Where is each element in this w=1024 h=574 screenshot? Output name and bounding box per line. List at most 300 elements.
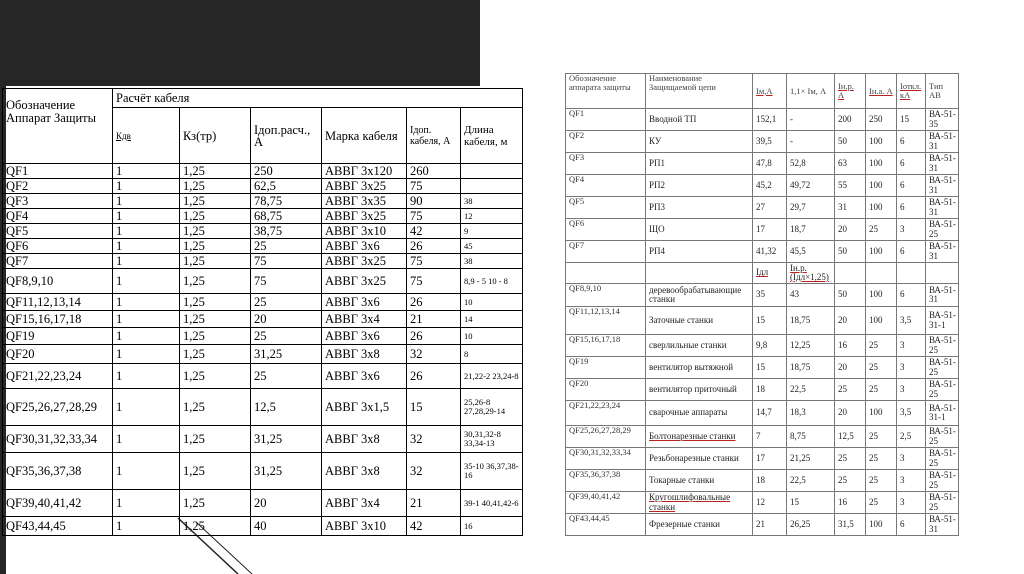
- cell-iot: 3: [897, 357, 926, 379]
- cell-kz: 1,25: [180, 426, 251, 453]
- cell-ir: 25: [251, 294, 322, 311]
- cell-name: QF30,31,32,33,34: [566, 448, 646, 470]
- cell-name: QF15,16,17,18: [3, 311, 113, 328]
- cell-inr: 20: [835, 401, 866, 426]
- cell-name: QF4: [566, 175, 646, 197]
- cell-im: 41,32: [753, 241, 787, 263]
- cell-inr: 55: [835, 175, 866, 197]
- cell-len: 14: [461, 311, 523, 328]
- cell-iot: 3: [897, 470, 926, 492]
- cell-kz: 1,25: [180, 490, 251, 517]
- table-row: [3, 209, 523, 224]
- cell-len: 12: [461, 209, 523, 224]
- cell-iot: 6: [897, 514, 926, 536]
- cell-im: 9,8: [753, 335, 787, 357]
- cell-iot: 6: [897, 131, 926, 153]
- cell-desc: РП3: [646, 197, 753, 219]
- cell-marka: АВВГ 3х120: [322, 164, 407, 179]
- cell-inr: 25: [835, 448, 866, 470]
- cell-desc: КУ: [646, 131, 753, 153]
- cell-name: QF3: [566, 153, 646, 175]
- cell-im: 152,1: [753, 109, 787, 131]
- cell-name: QF7: [566, 241, 646, 263]
- cell-idop: 26: [407, 364, 461, 389]
- cell-len: 45: [461, 239, 523, 254]
- cell-name: QF19: [3, 328, 113, 345]
- cell-im11: 49,72: [787, 175, 835, 197]
- cell-name: QF20: [3, 345, 113, 364]
- cell-name: QF5: [566, 197, 646, 219]
- cell-len: 10: [461, 294, 523, 311]
- cell-ir: 20: [251, 311, 322, 328]
- cell-kdv: 1: [113, 345, 180, 364]
- cell-desc: Резьбонарезные станки: [646, 448, 753, 470]
- cell-marka: АВВГ 3х4: [322, 311, 407, 328]
- cell-tip: ВА-51-31: [926, 241, 959, 263]
- cell-im11: 21,25: [787, 448, 835, 470]
- cell-marka: АВВГ 3х35: [322, 194, 407, 209]
- cell-ir: 62,5: [251, 179, 322, 194]
- cell-ina: 25: [866, 470, 897, 492]
- table-row: [3, 239, 523, 254]
- cell-ina: 25: [866, 335, 897, 357]
- table-row: [566, 492, 959, 514]
- cell-im11: 22,5: [787, 379, 835, 401]
- cell-kz: 1,25: [180, 239, 251, 254]
- cell-ina: 100: [866, 401, 897, 426]
- cell-tip: ВА-51-35: [926, 109, 959, 131]
- cell-kz: 1,25: [180, 269, 251, 294]
- cell-kdv: 1: [113, 490, 180, 517]
- cell-ina: 25: [866, 219, 897, 241]
- cell-len: 25,26-8 27,28,29-14: [461, 389, 523, 426]
- cell-name: QF6: [3, 239, 113, 254]
- cell-im: 7: [753, 426, 787, 448]
- cell-desc: ЩО: [646, 219, 753, 241]
- cell-name: QF3: [3, 194, 113, 209]
- header-irasch: Iдоп.расч., А: [251, 108, 322, 164]
- cell-ir: 40: [251, 517, 322, 536]
- sub-header-empty: [835, 263, 866, 284]
- cell-idop: 32: [407, 345, 461, 364]
- cell-im: 35: [753, 284, 787, 307]
- table-row: [566, 175, 959, 197]
- cell-inr: 12,5: [835, 426, 866, 448]
- cell-idop: 32: [407, 426, 461, 453]
- cell-im11: 43: [787, 284, 835, 307]
- cell-kz: 1,25: [180, 224, 251, 239]
- table-row: [566, 401, 959, 426]
- sub-header-empty: [646, 263, 753, 284]
- cell-marka: АВВГ 3х8: [322, 426, 407, 453]
- cell-name: QF21,22,23,24: [566, 401, 646, 426]
- cell-desc: РП4: [646, 241, 753, 263]
- cell-idop: 26: [407, 294, 461, 311]
- cell-kdv: 1: [113, 209, 180, 224]
- cell-ina: 25: [866, 357, 897, 379]
- cell-name: QF39,40,41,42: [566, 492, 646, 514]
- cell-kdv: 1: [113, 224, 180, 239]
- table-row: [3, 426, 523, 453]
- cell-inr: 16: [835, 335, 866, 357]
- cell-desc: Фрезерные станки: [646, 514, 753, 536]
- table-row: [566, 219, 959, 241]
- header-cable-calculation: Расчёт кабеля: [113, 89, 523, 108]
- cell-im: 12: [753, 492, 787, 514]
- cell-name: QF4: [3, 209, 113, 224]
- cell-kdv: 1: [113, 389, 180, 426]
- table-row: [3, 311, 523, 328]
- cell-name: QF7: [3, 254, 113, 269]
- cell-name: QF30,31,32,33,34: [3, 426, 113, 453]
- cell-im11: 29,7: [787, 197, 835, 219]
- sub-header-empty: [897, 263, 926, 284]
- cell-desc: Заточные станки: [646, 307, 753, 335]
- cell-im11: 15: [787, 492, 835, 514]
- cell-iot: 6: [897, 153, 926, 175]
- cell-tip: ВА-51-31: [926, 131, 959, 153]
- cell-im11: 45,5: [787, 241, 835, 263]
- cell-kdv: 1: [113, 426, 180, 453]
- cell-kdv: 1: [113, 269, 180, 294]
- cell-len: 21,22-2 23,24-8: [461, 364, 523, 389]
- cell-kz: 1,25: [180, 311, 251, 328]
- cell-desc: Токарные станки: [646, 470, 753, 492]
- cell-ir: 250: [251, 164, 322, 179]
- cell-iot: 3: [897, 379, 926, 401]
- cell-im11: 52,8: [787, 153, 835, 175]
- cell-inr: 20: [835, 357, 866, 379]
- table-row: [566, 284, 959, 307]
- cell-idop: 75: [407, 269, 461, 294]
- cell-tip: ВА-51-25: [926, 357, 959, 379]
- cell-desc: Болтонарезные станки: [646, 426, 753, 448]
- cell-desc: сварочные аппараты: [646, 401, 753, 426]
- table-row: [3, 364, 523, 389]
- table-row: [566, 153, 959, 175]
- cell-kdv: 1: [113, 453, 180, 490]
- cell-inr: 50: [835, 131, 866, 153]
- cell-desc: вентилятор вытяжной: [646, 357, 753, 379]
- cell-tip: ВА-51-25: [926, 335, 959, 357]
- cell-marka: АВВГ 3х25: [322, 209, 407, 224]
- cell-tip: ВА-51-25: [926, 470, 959, 492]
- sub-header-empty: [566, 263, 646, 284]
- cell-ir: 31,25: [251, 453, 322, 490]
- sub-header-c4: Iн.р. (Iдл×1,25): [787, 263, 835, 284]
- header-dlina: Длина кабеля, м: [461, 108, 523, 164]
- cell-inr: 25: [835, 379, 866, 401]
- cell-len: 16: [461, 517, 523, 536]
- cell-ir: 38,75: [251, 224, 322, 239]
- cell-len: 35-10 36,37,38-16: [461, 453, 523, 490]
- cell-kdv: 1: [113, 254, 180, 269]
- cell-ina: 25: [866, 426, 897, 448]
- cell-iot: 3: [897, 219, 926, 241]
- cell-inr: 20: [835, 307, 866, 335]
- cell-kdv: 1: [113, 364, 180, 389]
- cell-idop: 42: [407, 224, 461, 239]
- cell-ina: 100: [866, 153, 897, 175]
- header-inr: Iн.р. А: [835, 74, 866, 109]
- cell-name: QF43,44,45: [566, 514, 646, 536]
- cell-len: 9: [461, 224, 523, 239]
- cell-inr: 63: [835, 153, 866, 175]
- cell-ina: 100: [866, 175, 897, 197]
- table-row: [3, 517, 523, 536]
- cell-idop: 42: [407, 517, 461, 536]
- cell-im: 18: [753, 379, 787, 401]
- cell-ir: 12,5: [251, 389, 322, 426]
- cell-idop: 26: [407, 239, 461, 254]
- cell-len: 38: [461, 254, 523, 269]
- cell-desc: РП1: [646, 153, 753, 175]
- table-row: [566, 335, 959, 357]
- cell-im: 39,5: [753, 131, 787, 153]
- cell-ina: 100: [866, 307, 897, 335]
- cell-ir: 78,75: [251, 194, 322, 209]
- cell-marka: АВВГ 3х1,5: [322, 389, 407, 426]
- cell-marka: АВВГ 3х4: [322, 490, 407, 517]
- cell-name: QF35,36,37,38: [3, 453, 113, 490]
- cell-tip: ВА-51-31: [926, 284, 959, 307]
- cell-len: 10: [461, 328, 523, 345]
- cell-iot: 3: [897, 492, 926, 514]
- cell-kz: 1,25: [180, 453, 251, 490]
- sub-header-c3: Iдл: [753, 263, 787, 284]
- table-row: [566, 241, 959, 263]
- cell-inr: 31: [835, 197, 866, 219]
- cell-iot: 3,5: [897, 401, 926, 426]
- table-row: [3, 254, 523, 269]
- cell-im11: -: [787, 109, 835, 131]
- cell-tip: ВА-51-25: [926, 379, 959, 401]
- table-row: [3, 328, 523, 345]
- table-row: [3, 179, 523, 194]
- cell-kz: 1,25: [180, 517, 251, 536]
- cell-iot: 6: [897, 241, 926, 263]
- cell-iot: 15: [897, 109, 926, 131]
- table-row: [566, 131, 959, 153]
- cell-ir: 25: [251, 328, 322, 345]
- cell-len: 8,9 - 5 10 - 8: [461, 269, 523, 294]
- cell-name: QF25,26,27,28,29: [3, 389, 113, 426]
- cell-ina: 100: [866, 241, 897, 263]
- cell-idop: 26: [407, 328, 461, 345]
- cell-inr: 20: [835, 219, 866, 241]
- cell-name: QF8,9,10: [3, 269, 113, 294]
- header-im11: 1,1× Iм, А: [787, 74, 835, 109]
- cell-desc: вентилятор приточный: [646, 379, 753, 401]
- cell-idop: 21: [407, 311, 461, 328]
- cell-im11: 12,25: [787, 335, 835, 357]
- header-marka: Марка кабеля: [322, 108, 407, 164]
- cell-desc: деревообрабатывающие станки: [646, 284, 753, 307]
- cell-name: QF6: [566, 219, 646, 241]
- cell-tip: ВА-51-25: [926, 426, 959, 448]
- cell-im11: 8,75: [787, 426, 835, 448]
- cell-ir: 75: [251, 254, 322, 269]
- breaker-selection-table: [565, 73, 959, 536]
- cell-tip: ВА-51-25: [926, 492, 959, 514]
- cell-ir: 31,25: [251, 426, 322, 453]
- cable-calculation-table: [2, 88, 523, 536]
- cell-marka: АВВГ 3х6: [322, 239, 407, 254]
- cell-im11: 18,3: [787, 401, 835, 426]
- table-row: [3, 269, 523, 294]
- cell-kz: 1,25: [180, 364, 251, 389]
- cell-ir: 25: [251, 364, 322, 389]
- cell-idop: 21: [407, 490, 461, 517]
- header-kdv: Кдв: [113, 108, 180, 164]
- cell-name: QF2: [3, 179, 113, 194]
- cell-name: QF1: [566, 109, 646, 131]
- cell-len: 30,31,32-8 33,34-13: [461, 426, 523, 453]
- cell-marka: АВВГ 3х8: [322, 453, 407, 490]
- cell-inr: 50: [835, 241, 866, 263]
- cell-kdv: 1: [113, 328, 180, 345]
- cell-tip: ВА-51-31: [926, 153, 959, 175]
- cell-marka: АВВГ 3х6: [322, 364, 407, 389]
- cell-ina: 250: [866, 109, 897, 131]
- cell-kz: 1,25: [180, 164, 251, 179]
- cell-len: [461, 164, 523, 179]
- cell-im: 15: [753, 307, 787, 335]
- table-row: [566, 448, 959, 470]
- header-protection-device: Обозначение Аппарат Защиты: [3, 89, 113, 164]
- cell-marka: АВВГ 3х10: [322, 224, 407, 239]
- table-row: [566, 470, 959, 492]
- cell-im: 14,7: [753, 401, 787, 426]
- cell-im: 27: [753, 197, 787, 219]
- cell-im: 45,2: [753, 175, 787, 197]
- header-im: Iм,А: [753, 74, 787, 109]
- cell-im: 47,8: [753, 153, 787, 175]
- cell-name: QF5: [3, 224, 113, 239]
- cell-tip: ВА-51-31: [926, 514, 959, 536]
- cell-iot: 3: [897, 448, 926, 470]
- cell-im: 15: [753, 357, 787, 379]
- cell-tip: ВА-51-25: [926, 219, 959, 241]
- cell-idop: 75: [407, 179, 461, 194]
- table-row: [3, 389, 523, 426]
- cell-kdv: 1: [113, 517, 180, 536]
- cell-iot: 6: [897, 175, 926, 197]
- cell-ina: 100: [866, 514, 897, 536]
- cell-inr: 50: [835, 284, 866, 307]
- cell-tip: ВА-51-31-1: [926, 307, 959, 335]
- cell-desc: Вводной ТП: [646, 109, 753, 131]
- header-device: Обозначение аппарата защиты: [566, 74, 646, 109]
- cell-marka: АВВГ 3х25: [322, 179, 407, 194]
- cell-len: 8: [461, 345, 523, 364]
- cell-im: 17: [753, 448, 787, 470]
- table-row: [566, 357, 959, 379]
- cell-iot: 3: [897, 335, 926, 357]
- cell-kdv: 1: [113, 194, 180, 209]
- cell-ir: 31,25: [251, 345, 322, 364]
- cell-idop: 260: [407, 164, 461, 179]
- cell-ir: 75: [251, 269, 322, 294]
- cell-im11: -: [787, 131, 835, 153]
- cell-im: 21: [753, 514, 787, 536]
- cell-marka: АВВГ 3х6: [322, 328, 407, 345]
- header-idop: Iдоп. кабеля, А: [407, 108, 461, 164]
- cell-name: QF20: [566, 379, 646, 401]
- cell-im: 18: [753, 470, 787, 492]
- table-row: [3, 194, 523, 209]
- cell-marka: АВВГ 3х25: [322, 269, 407, 294]
- cell-name: QF39,40,41,42: [3, 490, 113, 517]
- cell-name: QF43,44,45: [3, 517, 113, 536]
- cell-name: QF11,12,13,14: [566, 307, 646, 335]
- table-row: [3, 490, 523, 517]
- cell-kdv: 1: [113, 311, 180, 328]
- cell-im11: 26,25: [787, 514, 835, 536]
- cell-iot: 2,5: [897, 426, 926, 448]
- header-ina: Iн.а. А: [866, 74, 897, 109]
- cell-ir: 68,75: [251, 209, 322, 224]
- table-row: [3, 453, 523, 490]
- cell-name: QF15,16,17,18: [566, 335, 646, 357]
- cell-idop: 90: [407, 194, 461, 209]
- cell-kz: 1,25: [180, 345, 251, 364]
- table-row: [3, 224, 523, 239]
- table-row: [566, 197, 959, 219]
- cell-ina: 25: [866, 448, 897, 470]
- cell-kz: 1,25: [180, 254, 251, 269]
- cell-name: QF25,26,27,28,29: [566, 426, 646, 448]
- sub-header-row: [566, 263, 959, 284]
- cell-len: 38: [461, 194, 523, 209]
- sub-header-empty: [866, 263, 897, 284]
- table-row: [566, 307, 959, 335]
- cell-ir: 25: [251, 239, 322, 254]
- cell-len: 39-1 40,41,42-6: [461, 490, 523, 517]
- cell-ir: 20: [251, 490, 322, 517]
- cell-kz: 1,25: [180, 179, 251, 194]
- cell-marka: АВВГ 3х10: [322, 517, 407, 536]
- cell-im11: 18,7: [787, 219, 835, 241]
- table-row: [566, 379, 959, 401]
- table-row: [566, 514, 959, 536]
- cell-kz: 1,25: [180, 294, 251, 311]
- cell-name: QF21,22,23,24: [3, 364, 113, 389]
- cell-name: QF1: [3, 164, 113, 179]
- cell-desc: сверлильные станки: [646, 335, 753, 357]
- cell-desc: РП2: [646, 175, 753, 197]
- cell-kdv: 1: [113, 294, 180, 311]
- cell-name: QF11,12,13,14: [3, 294, 113, 311]
- table-row: [566, 426, 959, 448]
- table-row: [3, 164, 523, 179]
- cell-marka: АВВГ 3х25: [322, 254, 407, 269]
- table-row: [3, 345, 523, 364]
- cell-idop: 32: [407, 453, 461, 490]
- sub-header-empty: [926, 263, 959, 284]
- cell-name: QF2: [566, 131, 646, 153]
- cell-iot: 6: [897, 197, 926, 219]
- cell-kdv: 1: [113, 179, 180, 194]
- cell-tip: ВА-51-25: [926, 448, 959, 470]
- cell-idop: 75: [407, 254, 461, 269]
- cell-ina: 25: [866, 379, 897, 401]
- cell-ina: 100: [866, 197, 897, 219]
- cell-marka: АВВГ 3х6: [322, 294, 407, 311]
- cell-inr: 200: [835, 109, 866, 131]
- cell-marka: АВВГ 3х8: [322, 345, 407, 364]
- cell-idop: 75: [407, 209, 461, 224]
